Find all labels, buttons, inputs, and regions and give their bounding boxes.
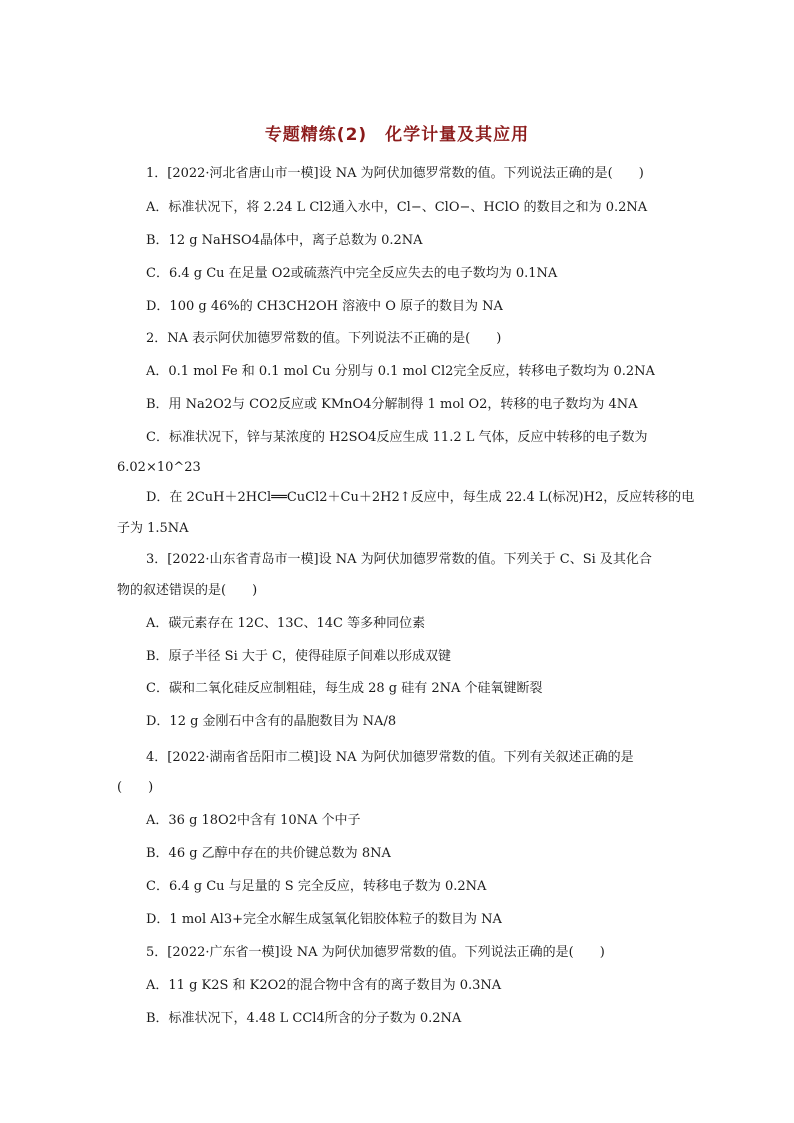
question-3-stem: 3．[2022·山东省青岛市一模]设 NA 为阿伏加德罗常数的值。下列关于 C、Si 及其化合 <box>146 552 652 567</box>
question-4-option-a: A．36 g 18O2中含有 10NA 个中子 <box>146 813 361 828</box>
question-4-option-c: C．6.4 g Cu 与足量的 S 完全反应，转移电子数为 0.2NA <box>146 879 487 894</box>
question-1-option-a: A．标准状况下，将 2.24 L Cl2通入水中，Cl−、ClO−、HClO 的数目之和为 0.2NA <box>146 200 648 215</box>
question-1-stem: 1．[2022·河北省唐山市一模]设 NA 为阿伏加德罗常数的值。下列说法正确的是( ) <box>146 166 644 181</box>
question-3-option-a: A．碳元素存在 12C、13C、14C 等多种同位素 <box>146 616 426 631</box>
question-4-option-d: D．1 mol Al3+完全水解生成氢氧化铝胶体粒子的数目为 NA <box>146 912 502 927</box>
question-4-stem-cont: ( ) <box>117 780 154 795</box>
question-2-stem: 2．NA 表示阿伏加德罗常数的值。下列说法不正确的是( ) <box>146 331 502 346</box>
question-5-stem: 5．[2022·广东省一模]设 NA 为阿伏加德罗常数的值。下列说法正确的是( ) <box>146 945 605 960</box>
question-2-option-d-cont: 子为 1.5NA <box>117 521 189 536</box>
page-title: 专题精练(2) 化学计量及其应用 <box>264 125 530 145</box>
question-2-option-b: B．用 Na2O2与 CO2反应或 KMnO4分解制得 1 mol O2，转移的电子数均为 4NA <box>146 397 638 412</box>
question-2-option-c-cont: 6.02×10^23 <box>117 460 201 475</box>
question-3-stem-cont: 物的叙述错误的是( ) <box>117 583 258 598</box>
question-5-option-a: A．11 g K2S 和 K2O2的混合物中含有的离子数目为 0.3NA <box>146 978 502 993</box>
question-2-option-a: A．0.1 mol Fe 和 0.1 mol Cu 分别与 0.1 mol Cl2完全反应，转移电子数均为 0.2NA <box>146 364 655 379</box>
question-4-option-b: B．46 g 乙醇中存在的共价键总数为 8NA <box>146 846 391 861</box>
question-1-option-c: C．6.4 g Cu 在足量 O2或硫蒸汽中完全反应失去的电子数均为 0.1NA <box>146 266 558 281</box>
question-2-option-d: D．在 2CuH＋2HCl══CuCl2＋Cu＋2H2↑反应中，每生成 22.4 L(标况)H2，反应转移的电 <box>146 490 695 505</box>
question-3-option-c: C．碳和二氧化硅反应制粗硅，每生成 28 g 硅有 2NA 个硅氧键断裂 <box>146 681 543 696</box>
question-4-stem: 4．[2022·湖南省岳阳市二模]设 NA 为阿伏加德罗常数的值。下列有关叙述正确的是 <box>146 750 634 765</box>
question-5-option-b: B．标准状况下，4.48 L CCl4所含的分子数为 0.2NA <box>146 1011 462 1026</box>
question-1-option-d: D．100 g 46%的 CH3CH2OH 溶液中 O 原子的数目为 NA <box>146 299 503 314</box>
question-1-option-b: B．12 g NaHSO4晶体中，离子总数为 0.2NA <box>146 233 423 248</box>
question-2-option-c: C．标准状况下，锌与某浓度的 H2SO4反应生成 11.2 L 气体，反应中转移的电子数为 <box>146 430 648 445</box>
question-3-option-b: B．原子半径 Si 大于 C，使得硅原子间难以形成双键 <box>146 649 451 664</box>
question-3-option-d: D．12 g 金刚石中含有的晶胞数目为 NA/8 <box>146 714 397 729</box>
